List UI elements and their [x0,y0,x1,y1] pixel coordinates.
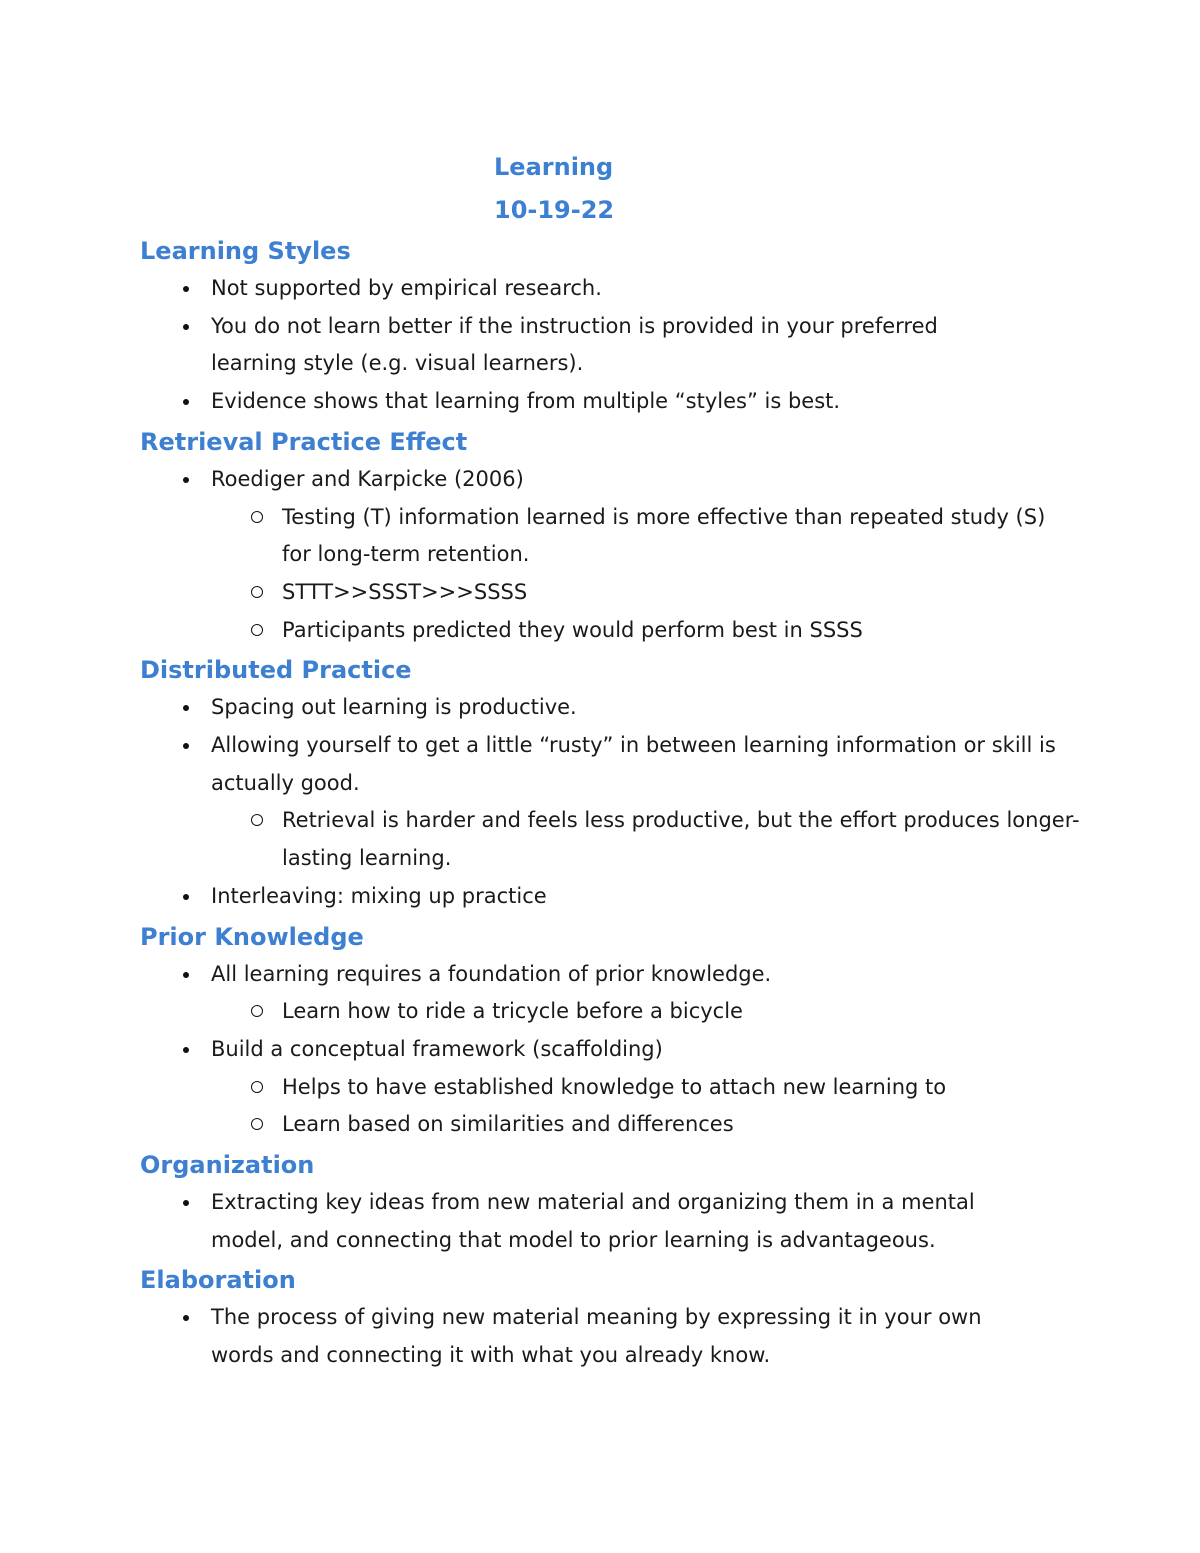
list-item: You do not learn better if the instruction is provided in your preferred learning style (e.g. visual learners). [140,308,1080,383]
list-item: Extracting key ideas from new material and organizing them in a mental model, and connecting that model to prior learning is advantageous. [140,1184,1080,1259]
sub-list [211,499,1080,650]
page-title: Learning [494,153,614,181]
sub-list-item: Learn based on similarities and differences [211,1106,1080,1144]
retrieval-practice-list [140,461,1080,650]
page-date: 10-19-22 [494,196,615,224]
sub-list [211,802,1080,877]
sub-list [211,993,1080,1031]
sub-list [211,1069,1080,1144]
list-item: Spacing out learning is productive. [140,689,1080,727]
sub-list-item: Helps to have established knowledge to attach new learning to [211,1069,1080,1107]
title-block [494,146,614,232]
list-item [140,461,1080,650]
list-item: Evidence shows that learning from multiple “styles” is best. [140,383,1080,421]
list-item [140,1031,1080,1144]
list-item: Not supported by empirical research. [140,270,1080,308]
section-heading-elaboration: Elaboration [140,1266,296,1295]
list-item [140,956,1080,1031]
list-item-text: Build a conceptual framework (scaffolding) [211,1036,663,1061]
section-heading-distributed-practice: Distributed Practice [140,656,412,685]
sub-list-item: Testing (T) information learned is more effective than repeated study (S) for long-term retention. [211,499,1080,574]
elaboration-list [140,1299,1080,1374]
list-item-text: All learning requires a foundation of prior knowledge. [211,961,772,986]
sub-list-item: Learn how to ride a tricycle before a bicycle [211,993,1080,1031]
section-heading-learning-styles: Learning Styles [140,237,351,265]
list-item: Interleaving: mixing up practice [140,878,1080,916]
list-item-text: Allowing yourself to get a little “rusty” in between learning information or skill is actually good. [211,733,1056,795]
organization-list [140,1184,1080,1259]
list-item [140,727,1080,878]
section-heading-retrieval-practice: Retrieval Practice Effect [140,427,468,456]
notes-content [140,232,1080,1377]
sub-list-item: STTT>>SSST>>>SSSS [211,574,1080,612]
sub-list-item: Participants predicted they would perform best in SSSS [211,612,1080,650]
list-item-text: Roediger and Karpicke (2006) [211,466,524,491]
list-item: The process of giving new material meaning by expressing it in your own words and connecting it with what you already know. [140,1299,1080,1374]
sub-list-item: Retrieval is harder and feels less productive, but the effort produces longer-lasting learning. [211,802,1080,877]
section-heading-organization: Organization [140,1151,315,1180]
section-heading-prior-knowledge: Prior Knowledge [140,922,364,951]
prior-knowledge-list [140,956,1080,1145]
distributed-practice-list [140,689,1080,915]
learning-styles-list [140,270,1080,421]
